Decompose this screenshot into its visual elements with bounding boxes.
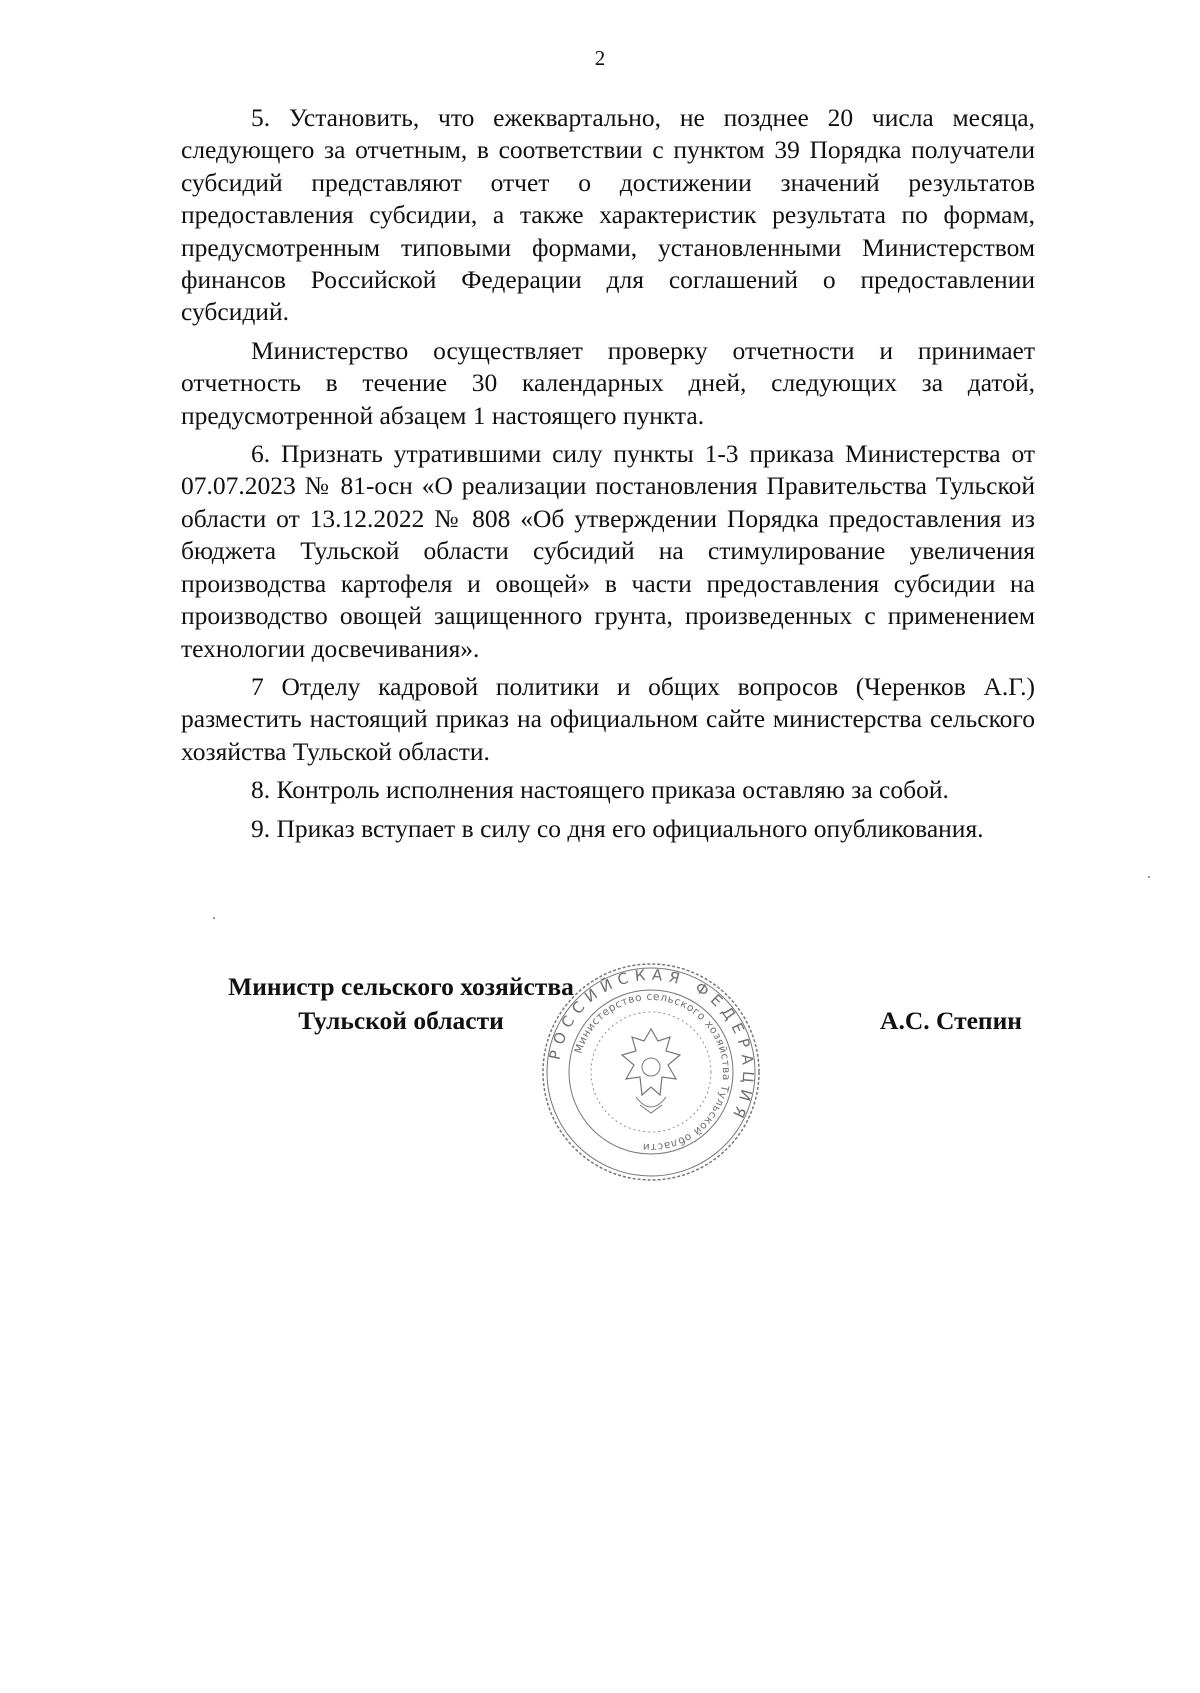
document-body — [181, 102, 1035, 851]
paragraph-item-6: 6. Признать утратившими силу пункты 1-3 приказа Министерства от 07.07.2023 № 81-осн «О реализации постановления Правительства Тульской области от 13.12.2022 № 808 «Об утверждении Порядка предоставления из бюджета Тульской области субсидий на стимулирование увеличения производства картофеля и овощей» в части предоставления субсидии на производство овощей защищенного грунта, произведенных с применением технологии досвечивания». — [181, 439, 1035, 663]
signatory-position-line2: Тульской области — [298, 1006, 504, 1035]
svg-text:Министерство сельского хозяйст: Министерство сельского хозяйства Тульской области — [572, 990, 733, 1154]
page-number: 2 — [594, 46, 606, 70]
svg-text:РОССИЙСКАЯ ФЕДЕРАЦИЯ: РОССИЙСКАЯ ФЕДЕРАЦИЯ — [545, 965, 758, 1127]
signatory-position-line1: Министр сельского хозяйства — [228, 972, 574, 1001]
scan-speck — [213, 917, 215, 919]
paragraph-item-8: 8. Контроль исполнения настоящего приказа оставляю за собой. — [251, 775, 949, 805]
seal-graphic — [536, 957, 766, 1187]
paragraph-item-5-continued: Министерство осуществляет проверку отчетности и принимает отчетность в течение 30 календарных дней, следующих за датой, предусмотренной абзацем 1 настоящего пункта. — [181, 335, 1035, 430]
paragraph-item-7: 7 Отделу кадровой политики и общих вопросов (Черенков А.Г.) разместить настоящий приказ на официальном сайте министерства сельского хозяйства Тульской области. — [181, 671, 1035, 766]
signatory-name: А.С. Степин — [880, 1006, 1022, 1035]
official-seal — [536, 957, 766, 1187]
scan-speck — [1148, 876, 1150, 878]
paragraph-item-9: 9. Приказ вступает в силу со дня его официального опубликования. — [251, 813, 984, 843]
paragraph-item-5: 5. Установить, что ежеквартально, не позднее 20 числа месяца, следующего за отчетным, в соответствии с пунктом 39 Порядка получатели субсидий представляют отчет о достижении значений результатов предоставления субсидии, а также характеристик результата по формам, предусмотренным типовыми формами, установленными Министерством финансов Российской Федерации для соглашений о предоставлении субсидий. — [181, 103, 1035, 327]
